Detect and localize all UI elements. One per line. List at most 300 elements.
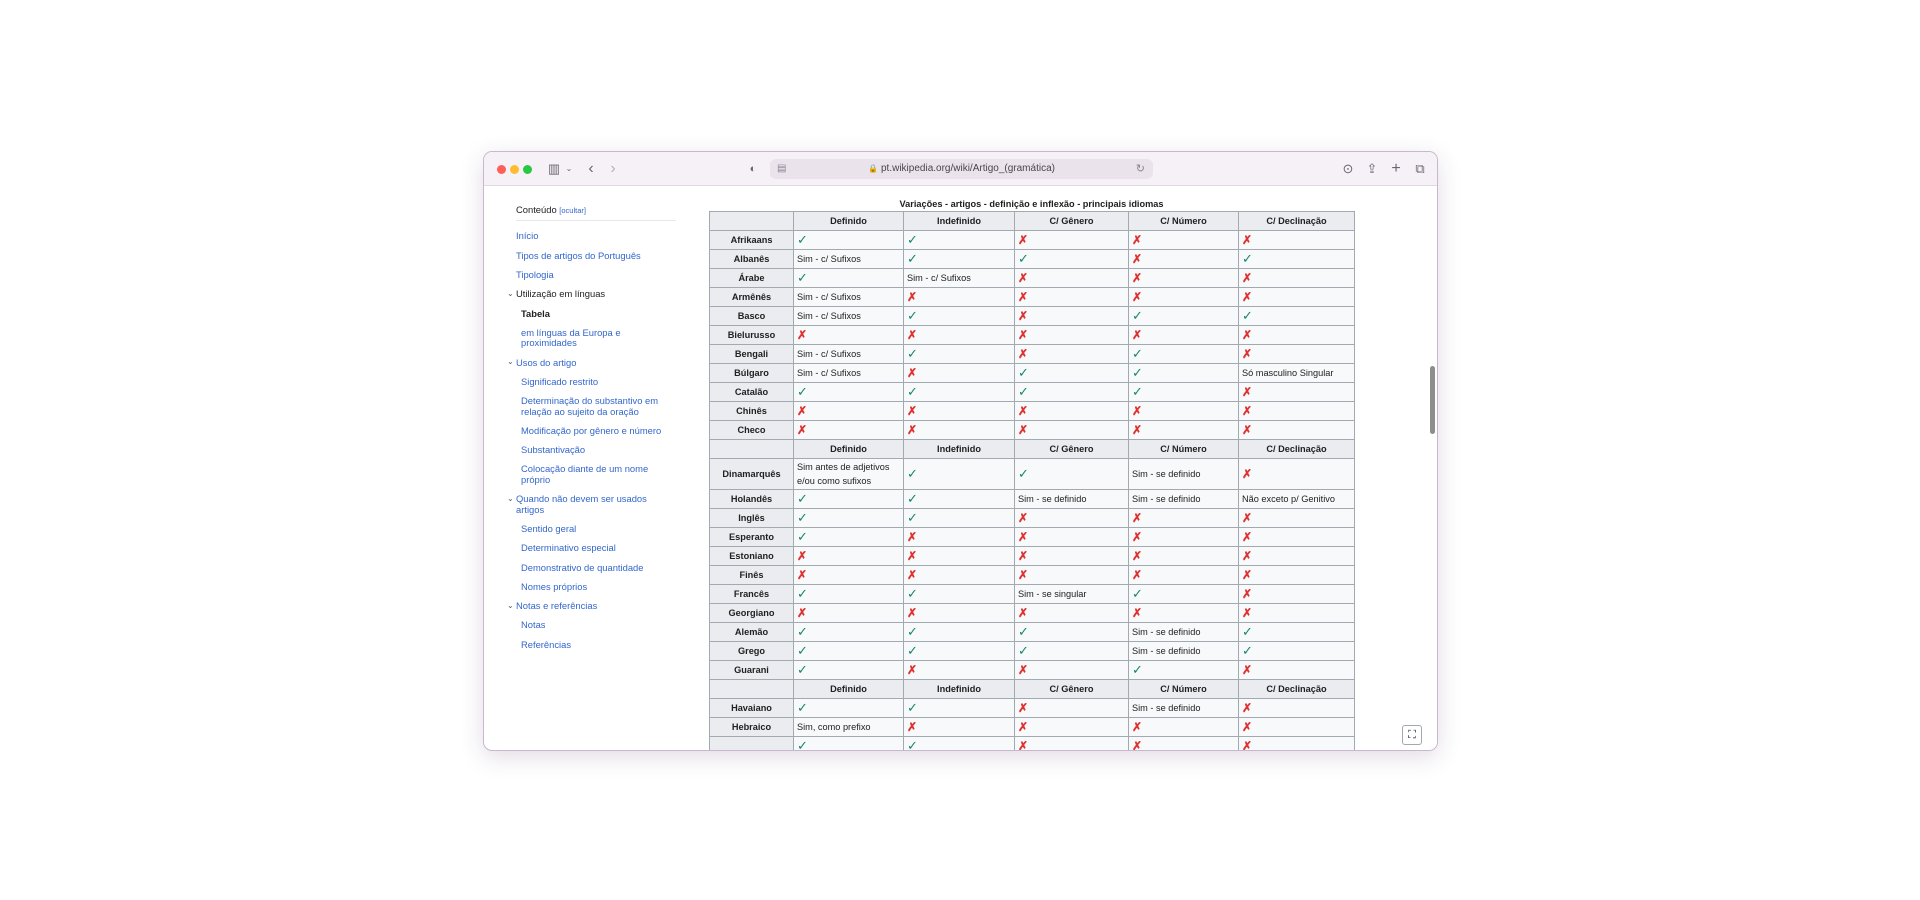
cross-icon: ✗ — [1132, 510, 1143, 525]
cross-icon: ✗ — [1242, 422, 1253, 437]
toc-item-label: em línguas da Europa e proximidades — [521, 326, 621, 349]
table-cell — [1015, 288, 1129, 307]
table-cell — [794, 623, 904, 642]
cross-icon: ✗ — [1132, 403, 1143, 418]
table-cell — [904, 642, 1015, 661]
table-row — [710, 269, 1355, 288]
table-row — [710, 528, 1355, 547]
toc-item-label: Notas e referências — [516, 600, 598, 612]
table-cell — [794, 383, 904, 402]
scrollbar[interactable] — [1428, 186, 1437, 750]
table-cell — [1015, 421, 1129, 440]
cross-icon: ✗ — [1018, 567, 1029, 582]
table-cell — [1015, 250, 1129, 269]
language-name: Hebraico — [710, 718, 794, 737]
table-cell: Sim - se definido — [1129, 623, 1239, 642]
back-icon[interactable]: ‹ — [588, 160, 594, 177]
table-cell — [904, 326, 1015, 345]
toc-header — [516, 204, 676, 221]
cross-icon: ✗ — [1242, 327, 1253, 342]
header-corner-cell — [710, 440, 794, 459]
language-name: Alemão — [710, 623, 794, 642]
table-row — [710, 345, 1355, 364]
table-cell: Sim - c/ Sufixos — [904, 269, 1015, 288]
language-name — [710, 737, 794, 751]
table-cell — [1129, 250, 1239, 269]
cross-icon: ✗ — [907, 403, 918, 418]
cross-icon: ✗ — [1018, 422, 1029, 437]
tabs-overview-icon[interactable]: ⧉ — [1415, 161, 1425, 176]
cross-icon: ✗ — [1132, 232, 1143, 247]
table-cell — [794, 642, 904, 661]
toc-hide-link[interactable]: [ocultar] — [559, 206, 586, 215]
column-header: Indefinido — [904, 212, 1015, 231]
check-icon: ✓ — [907, 307, 918, 323]
table-cell — [1015, 604, 1129, 623]
table-cell — [1239, 288, 1355, 307]
reload-icon[interactable]: ↻ — [1135, 163, 1145, 175]
cross-icon: ✗ — [1018, 346, 1029, 361]
language-name: Basco — [710, 307, 794, 326]
table-cell — [1015, 459, 1129, 490]
cross-icon: ✗ — [1132, 289, 1143, 304]
table-cell — [904, 604, 1015, 623]
toc-item-label: Quando não devem ser usados artigos — [516, 493, 647, 515]
check-icon: ✓ — [1132, 364, 1143, 380]
table-cell — [1015, 737, 1129, 751]
language-name: Havaiano — [710, 699, 794, 718]
table-cell — [794, 421, 904, 440]
table-cell — [1239, 250, 1355, 269]
check-icon: ✓ — [907, 623, 918, 639]
cross-icon: ✗ — [1018, 289, 1029, 304]
sidebar-icon[interactable]: ▥ — [547, 161, 561, 176]
column-header: C/ Declinação — [1239, 680, 1355, 699]
header-corner-cell — [710, 212, 794, 231]
cross-icon: ✗ — [1132, 251, 1143, 266]
chevron-down-icon[interactable]: ⌄ — [507, 288, 514, 298]
cross-icon: ✗ — [1242, 586, 1253, 601]
cross-icon: ✗ — [1018, 327, 1029, 342]
cross-icon: ✗ — [797, 548, 808, 563]
table-cell — [904, 490, 1015, 509]
cross-icon: ✗ — [1242, 700, 1253, 715]
check-icon: ✓ — [1242, 623, 1253, 639]
toc-item[interactable] — [516, 304, 676, 323]
url-text: pt.wikipedia.org/wiki/Artigo_(gramática) — [881, 163, 1055, 174]
cross-icon: ✗ — [1242, 270, 1253, 285]
table-cell — [904, 402, 1015, 421]
table-row — [710, 459, 1355, 490]
toc-item[interactable] — [516, 392, 676, 422]
cross-icon: ✗ — [1242, 662, 1253, 677]
table-cell — [1129, 509, 1239, 528]
table-cell — [904, 528, 1015, 547]
reader-icon[interactable]: ▤ — [777, 163, 787, 174]
table-cell — [904, 718, 1015, 737]
table-cell — [1239, 307, 1355, 326]
toc-item-label: Determinação do substantivo em relação ao sujeito da oração — [521, 395, 659, 417]
table-row — [710, 737, 1355, 751]
table-cell: Sim - c/ Sufixos — [794, 250, 904, 269]
check-icon: ✓ — [1132, 345, 1143, 361]
cross-icon: ✗ — [1132, 719, 1143, 734]
check-icon: ✓ — [907, 737, 918, 750]
language-name: Armênês — [710, 288, 794, 307]
table-cell — [1239, 585, 1355, 604]
toc-item[interactable] — [516, 372, 676, 391]
cross-icon: ✗ — [907, 567, 918, 582]
language-name: Bengali — [710, 345, 794, 364]
check-icon: ✓ — [907, 345, 918, 361]
cross-icon: ✗ — [1132, 422, 1143, 437]
table-row — [710, 250, 1355, 269]
table-row — [710, 231, 1355, 250]
table-cell: Sim - c/ Sufixos — [794, 345, 904, 364]
table-cell — [904, 459, 1015, 490]
column-header: Definido — [794, 212, 904, 231]
table-cell — [904, 383, 1015, 402]
language-name: Chinês — [710, 402, 794, 421]
column-header: C/ Declinação — [1239, 212, 1355, 231]
scrollbar-thumb[interactable] — [1430, 366, 1435, 434]
toc-item-label: Utilização em línguas — [516, 288, 606, 300]
table-cell — [1129, 345, 1239, 364]
cross-icon: ✗ — [1132, 327, 1143, 342]
check-icon: ✓ — [1132, 585, 1143, 601]
zoom-window-button[interactable] — [523, 165, 532, 174]
table-cell — [1015, 231, 1129, 250]
check-icon: ✓ — [797, 528, 808, 544]
table-cell — [1129, 421, 1239, 440]
table-row — [710, 288, 1355, 307]
table-cell — [794, 737, 904, 751]
table-row — [710, 421, 1355, 440]
table-cell — [794, 604, 904, 623]
check-icon: ✓ — [907, 465, 918, 481]
table-row — [710, 509, 1355, 528]
table-cell — [1239, 269, 1355, 288]
table-cell — [1129, 269, 1239, 288]
cross-icon: ✗ — [797, 567, 808, 582]
table-cell — [1129, 718, 1239, 737]
table-cell — [904, 231, 1015, 250]
table-cell — [904, 547, 1015, 566]
language-name: Estoniano — [710, 547, 794, 566]
cross-icon: ✗ — [1242, 232, 1253, 247]
table-cell — [904, 585, 1015, 604]
language-name: Búlgaro — [710, 364, 794, 383]
table-cell — [904, 345, 1015, 364]
toc-item[interactable] — [507, 353, 676, 372]
table-cell — [794, 231, 904, 250]
cross-icon: ✗ — [1242, 548, 1253, 563]
table-cell — [1239, 383, 1355, 402]
toc-item-label: Determinativo especial — [521, 542, 616, 554]
check-icon: ✓ — [1132, 661, 1143, 677]
chevron-down-icon[interactable]: ⌄ — [507, 600, 514, 610]
table-cell — [904, 699, 1015, 718]
table-cell — [1129, 364, 1239, 383]
check-icon: ✓ — [1018, 623, 1029, 639]
minimize-window-button[interactable] — [510, 165, 519, 174]
table-row — [710, 642, 1355, 661]
toc-item-label: Tabela — [521, 307, 551, 319]
table-cell: Sim - c/ Sufixos — [794, 364, 904, 383]
table-cell: Sim - se definido — [1129, 642, 1239, 661]
toc-item[interactable] — [516, 578, 676, 597]
download-icon[interactable]: ⊙ — [1342, 161, 1354, 176]
toc-item[interactable] — [516, 422, 676, 441]
language-name: Georgiano — [710, 604, 794, 623]
table-cell — [1239, 402, 1355, 421]
table-cell: Não exceto p/ Genitivo — [1239, 490, 1355, 509]
check-icon: ✓ — [907, 509, 918, 525]
toc-item-label: Referências — [521, 638, 572, 650]
address-bar[interactable] — [770, 159, 1153, 179]
close-window-button[interactable] — [497, 165, 506, 174]
table-cell — [904, 737, 1015, 751]
table-row — [710, 585, 1355, 604]
column-header: Indefinido — [904, 680, 1015, 699]
table-cell — [1129, 585, 1239, 604]
check-icon: ✓ — [1242, 250, 1253, 266]
language-name: Albanês — [710, 250, 794, 269]
table-of-contents — [507, 204, 676, 655]
column-header: C/ Gênero — [1015, 680, 1129, 699]
cross-icon: ✗ — [1132, 567, 1143, 582]
table-cell — [1015, 383, 1129, 402]
table-cell — [1239, 718, 1355, 737]
table-cell — [1129, 528, 1239, 547]
language-name: Grego — [710, 642, 794, 661]
browser-window — [484, 152, 1437, 750]
table-cell: Sim - c/ Sufixos — [794, 288, 904, 307]
language-name: Dinamarquês — [710, 459, 794, 490]
column-header: C/ Número — [1129, 440, 1239, 459]
cross-icon: ✗ — [1132, 270, 1143, 285]
table-row — [710, 718, 1355, 737]
cross-icon: ✗ — [907, 605, 918, 620]
new-tab-icon[interactable]: + — [1391, 160, 1401, 177]
cross-icon: ✗ — [907, 529, 918, 544]
table-cell — [1129, 737, 1239, 751]
table-cell — [794, 566, 904, 585]
table-cell: Sim - se definido — [1015, 490, 1129, 509]
cross-icon: ✗ — [1018, 719, 1029, 734]
forward-icon[interactable]: › — [610, 160, 616, 177]
table-header-row — [710, 680, 1355, 699]
table-row — [710, 547, 1355, 566]
check-icon: ✓ — [1018, 642, 1029, 658]
cross-icon: ✗ — [1018, 270, 1029, 285]
table-row — [710, 623, 1355, 642]
cross-icon: ✗ — [1132, 605, 1143, 620]
toc-item[interactable] — [516, 323, 676, 353]
language-articles-table — [709, 211, 1355, 750]
cross-icon: ✗ — [1242, 567, 1253, 582]
cross-icon: ✗ — [1242, 289, 1253, 304]
cross-icon: ✗ — [1132, 529, 1143, 544]
check-icon: ✓ — [1132, 383, 1143, 399]
toc-item[interactable] — [507, 285, 676, 304]
cross-icon: ✗ — [907, 422, 918, 437]
table-cell — [1129, 288, 1239, 307]
column-header: C/ Gênero — [1015, 440, 1129, 459]
check-icon: ✓ — [797, 585, 808, 601]
language-name: Finês — [710, 566, 794, 585]
table-cell — [794, 528, 904, 547]
check-icon: ✓ — [1242, 307, 1253, 323]
column-header: C/ Número — [1129, 212, 1239, 231]
toc-item-label: Modificação por gênero e número — [521, 424, 662, 436]
table-row — [710, 307, 1355, 326]
chevron-down-icon[interactable]: ⌄ — [507, 357, 514, 367]
cross-icon: ✗ — [1018, 662, 1029, 677]
toc-item[interactable] — [516, 266, 676, 285]
table-cell — [1239, 326, 1355, 345]
toc-item[interactable] — [516, 520, 676, 539]
toc-item-label: Início — [516, 230, 539, 242]
table-cell — [904, 509, 1015, 528]
table-cell: Sim - se singular — [1015, 585, 1129, 604]
check-icon: ✓ — [907, 231, 918, 247]
cross-icon: ✗ — [797, 327, 808, 342]
table-row — [710, 402, 1355, 421]
toc-item[interactable] — [507, 490, 676, 520]
cross-icon: ✗ — [907, 719, 918, 734]
check-icon: ✓ — [907, 383, 918, 399]
check-icon: ✓ — [797, 642, 808, 658]
shield-icon[interactable]: ◐ — [749, 163, 757, 175]
lock-icon: 🔒 — [868, 164, 878, 173]
column-header: Indefinido — [904, 440, 1015, 459]
table-cell — [794, 585, 904, 604]
fullscreen-button[interactable] — [1402, 725, 1422, 745]
table-row — [710, 699, 1355, 718]
table-cell — [1129, 326, 1239, 345]
column-header: C/ Número — [1129, 680, 1239, 699]
cross-icon: ✗ — [1018, 700, 1029, 715]
table-row — [710, 364, 1355, 383]
toc-item[interactable] — [516, 246, 676, 265]
check-icon: ✓ — [797, 383, 808, 399]
table-cell: Só masculino Singular — [1239, 364, 1355, 383]
table-cell — [794, 269, 904, 288]
column-header: Definido — [794, 680, 904, 699]
toc-title: Conteúdo — [516, 204, 557, 215]
toc-item[interactable] — [516, 539, 676, 558]
language-name: Catalão — [710, 383, 794, 402]
check-icon: ✓ — [1018, 465, 1029, 481]
language-name: Esperanto — [710, 528, 794, 547]
table-row — [710, 566, 1355, 585]
table-cell — [1015, 345, 1129, 364]
chevron-down-icon[interactable]: ⌄ — [507, 493, 514, 503]
cross-icon: ✗ — [1242, 384, 1253, 399]
table-cell — [1015, 269, 1129, 288]
toc-item[interactable] — [507, 597, 676, 616]
table-cell — [1239, 421, 1355, 440]
cross-icon: ✗ — [907, 289, 918, 304]
toc-item-label: Significado restrito — [521, 375, 599, 387]
toc-item-label: Tipos de artigos do Português — [516, 249, 641, 261]
check-icon: ✓ — [797, 737, 808, 750]
toc-item[interactable] — [516, 460, 676, 490]
cross-icon: ✗ — [1018, 510, 1029, 525]
table-cell — [1129, 604, 1239, 623]
language-name: Guarani — [710, 661, 794, 680]
language-name: Holandês — [710, 490, 794, 509]
table-cell — [1015, 326, 1129, 345]
check-icon: ✓ — [797, 231, 808, 247]
check-icon: ✓ — [907, 490, 918, 506]
cross-icon: ✗ — [1018, 308, 1029, 323]
table-cell — [1239, 528, 1355, 547]
cross-icon: ✗ — [797, 403, 808, 418]
toc-item[interactable] — [516, 441, 676, 460]
toc-item[interactable] — [516, 616, 676, 635]
expand-icon: ⛶ — [1408, 729, 1416, 741]
table-cell — [1015, 547, 1129, 566]
column-header: C/ Declinação — [1239, 440, 1355, 459]
table-row — [710, 383, 1355, 402]
browser-toolbar — [484, 152, 1437, 186]
table-cell — [1015, 364, 1129, 383]
cross-icon: ✗ — [1018, 403, 1029, 418]
check-icon: ✓ — [1018, 383, 1029, 399]
table-cell — [1129, 383, 1239, 402]
language-name: Árabe — [710, 269, 794, 288]
check-icon: ✓ — [797, 623, 808, 639]
table-cell — [1015, 661, 1129, 680]
toc-item[interactable] — [516, 635, 676, 654]
toc-item-label: Usos do artigo — [516, 356, 577, 368]
toc-item[interactable] — [516, 558, 676, 577]
cross-icon: ✗ — [1242, 738, 1253, 750]
cross-icon: ✗ — [797, 422, 808, 437]
table-cell — [1015, 642, 1129, 661]
header-corner-cell — [710, 680, 794, 699]
table-row — [710, 661, 1355, 680]
table-cell — [904, 364, 1015, 383]
cross-icon: ✗ — [1242, 719, 1253, 734]
toc-item-label: Sentido geral — [521, 523, 577, 535]
language-name: Inglês — [710, 509, 794, 528]
cross-icon: ✗ — [797, 605, 808, 620]
table-cell — [1239, 604, 1355, 623]
table-cell: Sim, como prefixo — [794, 718, 904, 737]
share-icon[interactable]: ⇪ — [1366, 161, 1378, 176]
language-name: Afrikaans — [710, 231, 794, 250]
table-cell — [1239, 699, 1355, 718]
table-cell — [794, 699, 904, 718]
cross-icon: ✗ — [1132, 548, 1143, 563]
toc-item-label: Substantivação — [521, 444, 586, 456]
check-icon: ✓ — [907, 699, 918, 715]
cross-icon: ✗ — [907, 662, 918, 677]
table-row — [710, 604, 1355, 623]
table-header-row — [710, 440, 1355, 459]
table-cell — [1129, 307, 1239, 326]
check-icon: ✓ — [907, 250, 918, 266]
cross-icon: ✗ — [1018, 548, 1029, 563]
cross-icon: ✗ — [1018, 232, 1029, 247]
chevron-down-icon[interactable]: ⌄ — [565, 164, 573, 173]
toc-item[interactable] — [516, 227, 676, 246]
check-icon: ✓ — [797, 269, 808, 285]
cross-icon: ✗ — [1018, 529, 1029, 544]
